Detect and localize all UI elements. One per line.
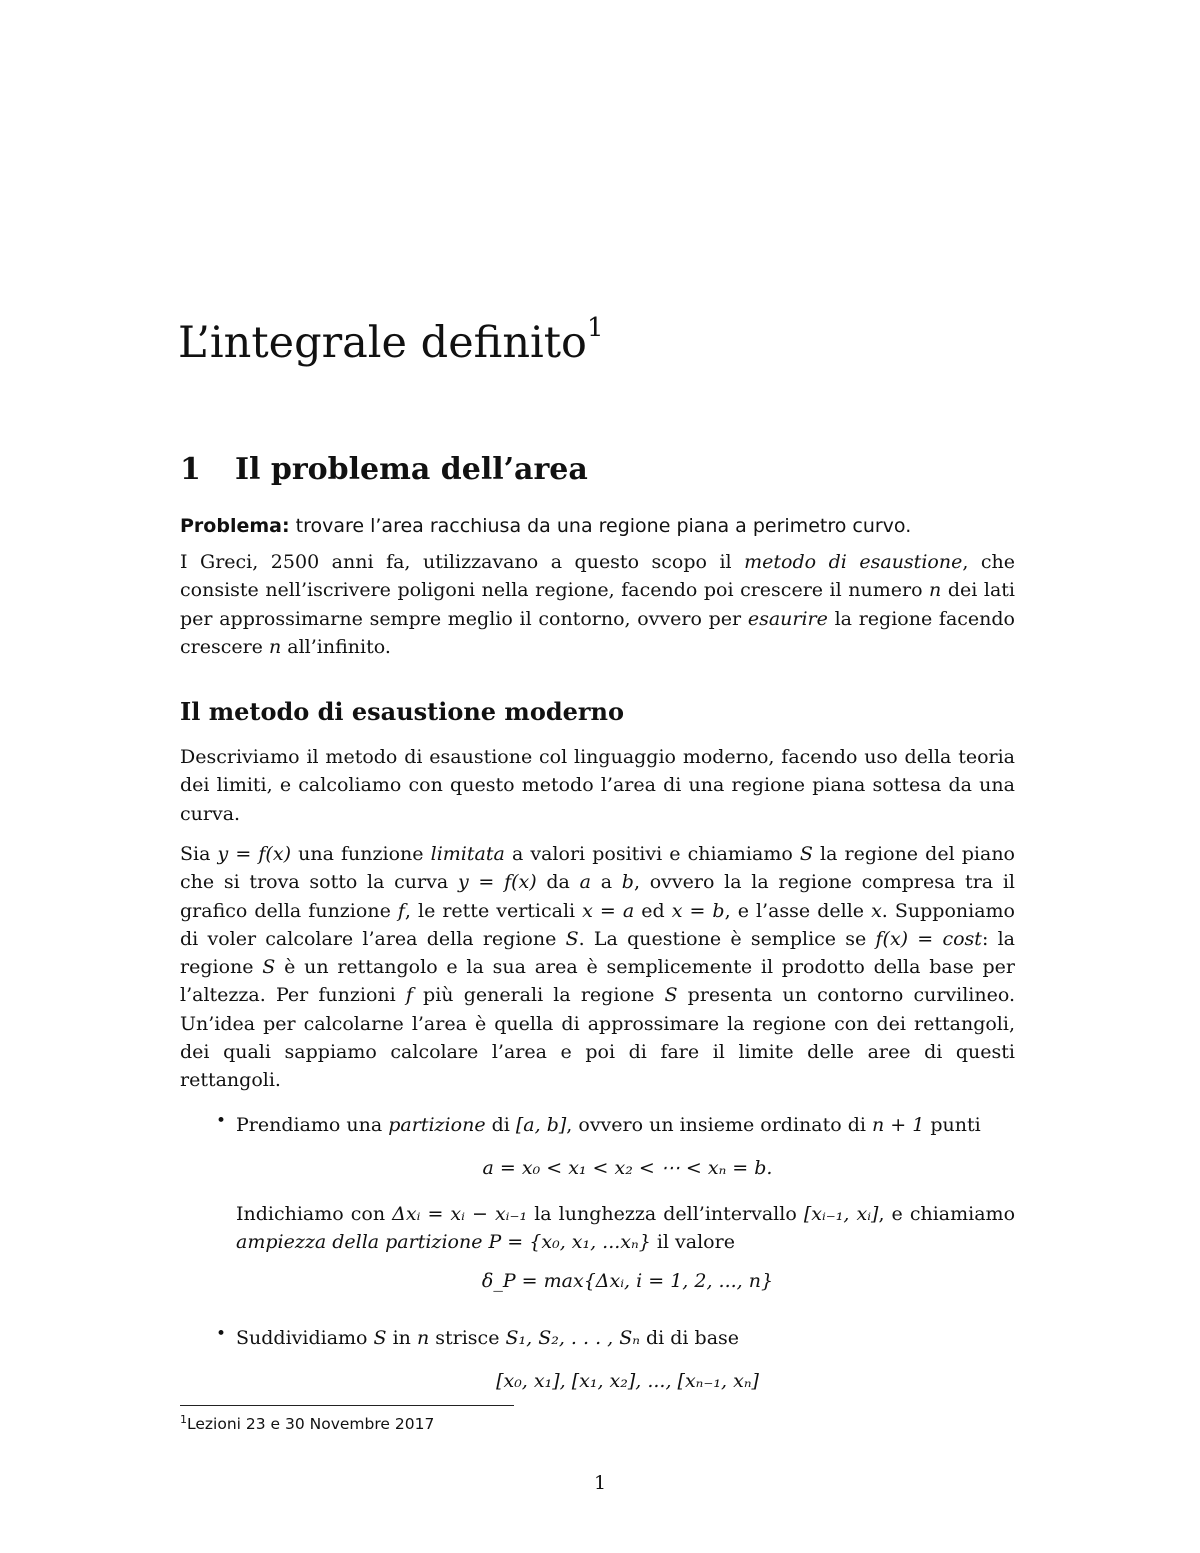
subsection-heading: Il metodo di esaustione moderno: [180, 697, 624, 726]
bullet-item-strips: [180, 1324, 1015, 1352]
text-run: Sia: [180, 843, 218, 865]
emphasis: limitata: [430, 843, 505, 865]
problem-text: trovare l’area racchiusa da una regione piana a perimetro curvo.: [295, 515, 912, 537]
math: x = a: [582, 899, 635, 922]
text-run: Prendiamo una: [236, 1114, 389, 1136]
math: S: [373, 1327, 387, 1349]
equation-partition: [180, 1157, 1075, 1179]
text-run: di di base: [639, 1327, 740, 1349]
descr-text: Descriviamo il metodo di esaustione col linguaggio moderno, facendo uso della teoria dei limiti, e calcoliamo con questo metodo l’area di una regione piana sottesa da una curva.: [180, 746, 1015, 825]
math: S: [565, 927, 579, 950]
text-run: in: [386, 1327, 417, 1349]
footnote: [180, 1413, 434, 1433]
math: [xᵢ₋₁, xᵢ]: [803, 1203, 879, 1225]
page-number: 1: [593, 1472, 607, 1494]
math: S: [664, 984, 678, 1007]
math-var: n: [268, 635, 282, 658]
emphasis: esaurire: [747, 607, 828, 630]
footnote-rule: [180, 1405, 514, 1406]
descr-paragraph: [180, 743, 1015, 828]
math: b: [621, 871, 634, 894]
math: S₁, S₂, . . . , Sₙ: [505, 1327, 640, 1349]
text-run: , e chiamiamo: [878, 1203, 1016, 1225]
text-run: presenta un contorno curvilineo. Un’idea per calcolarne l’area è quella di approssimare la regione con dei rettangoli, dei quali sappiamo calcolare l’area e poi di fare il limite delle aree di questi rettangoli.: [180, 984, 1016, 1092]
text-run: , ovvero la la regione compresa tra il grafico della funzione: [180, 871, 1015, 922]
emphasis: partizione: [388, 1114, 486, 1136]
text-run: da: [536, 871, 580, 894]
equation-text: a = x₀ < x₁ < x₂ < ⋯ < xₙ = b.: [482, 1157, 773, 1179]
footnote-text: Lezioni 23 e 30 Novembre 2017: [187, 1415, 435, 1434]
document-title: [178, 312, 604, 368]
footnote-mark: 1: [180, 1413, 187, 1426]
math: x = b: [671, 899, 725, 922]
text-run: all’infinito.: [281, 635, 391, 658]
bullet-item-partition: [180, 1111, 1015, 1139]
text-run: : la regione: [180, 927, 1015, 979]
sia-paragraph: [180, 840, 1015, 1095]
text-run: la lunghezza dell’intervallo: [527, 1203, 804, 1225]
text-run: più generali la regione: [412, 984, 665, 1007]
text-run: dei lati per approssimarne sempre meglio il contorno, ovvero per: [180, 579, 1015, 630]
bullet-item-partition-cont: [180, 1200, 1015, 1257]
math: S: [799, 843, 813, 865]
equation-strips: [180, 1370, 1075, 1392]
text-run: , e l’asse delle: [724, 899, 872, 922]
section-title: Il problema dell’area: [235, 452, 588, 487]
math: S: [262, 956, 276, 979]
text-run: , che consiste nell’iscrivere poligoni nella regione, facendo poi crescere il numero: [180, 551, 1015, 602]
text-run: Indichiamo con: [236, 1203, 393, 1225]
equation-delta: [180, 1270, 1075, 1292]
title-text: L’integrale definito: [178, 318, 587, 368]
section-heading: [180, 452, 588, 487]
emphasis: cost: [942, 927, 982, 950]
text-run: a: [590, 871, 622, 894]
emphasis: metodo di esaustione: [744, 551, 963, 573]
bullet-icon: •: [216, 1111, 227, 1131]
text-run: . La questione è semplice se: [578, 927, 876, 950]
bullet-icon: •: [216, 1324, 227, 1344]
text-run: una funzione: [290, 843, 431, 865]
text-run: , ovvero un insieme ordinato di: [566, 1114, 873, 1136]
problem-label: Problema:: [180, 515, 290, 537]
math: n + 1: [872, 1114, 925, 1136]
math: f: [405, 984, 413, 1007]
text-run: Suddividiamo: [236, 1327, 374, 1349]
math: f(x) =: [875, 927, 943, 950]
emphasis: ampiezza della partizione: [236, 1231, 483, 1254]
math: Δxᵢ = xᵢ − xᵢ₋₁: [392, 1203, 528, 1225]
equation-text: [x₀, x₁], [x₁, x₂], ..., [xₙ₋₁, xₙ]: [496, 1370, 759, 1392]
text-run: I Greci, 2500 anni fa, utilizzavano a questo scopo il: [180, 551, 745, 573]
math: n: [416, 1327, 430, 1349]
math-var: n: [929, 579, 942, 602]
section-number: 1: [180, 452, 201, 487]
math: P = {x₀, x₁, ...xₙ}: [488, 1231, 651, 1254]
math: a: [579, 871, 591, 894]
text-run: . Supponiamo di voler calcolare l’area della regione: [180, 899, 1015, 950]
text-run: è un rettangolo e la sua area è semplicemente il prodotto della base per l’altezza. Per funzioni: [180, 956, 1015, 1007]
math: y = f(x): [457, 871, 537, 894]
math: [a, b]: [515, 1114, 567, 1136]
greci-paragraph: [180, 548, 1015, 661]
text-run: ed: [634, 899, 672, 922]
math: x: [871, 899, 882, 922]
text-run: di: [485, 1114, 516, 1136]
text-run: la regione del piano che si trova sotto la curva: [180, 843, 1015, 894]
text-run: a valori positivi e chiamiamo: [504, 843, 800, 865]
math: y = f(x): [217, 843, 291, 865]
text-run: punti: [924, 1114, 981, 1136]
text-run: il valore: [650, 1231, 735, 1254]
equation-text: δ_P = max{Δxᵢ, i = 1, 2, ..., n}: [481, 1270, 774, 1292]
title-footnote-mark: 1: [586, 312, 604, 343]
text-run: strisce: [429, 1327, 506, 1349]
problem-paragraph: [180, 512, 1015, 540]
text-run: la regione facendo crescere: [180, 607, 1015, 658]
math: f: [397, 899, 405, 922]
text-run: , le rette verticali: [404, 899, 583, 922]
